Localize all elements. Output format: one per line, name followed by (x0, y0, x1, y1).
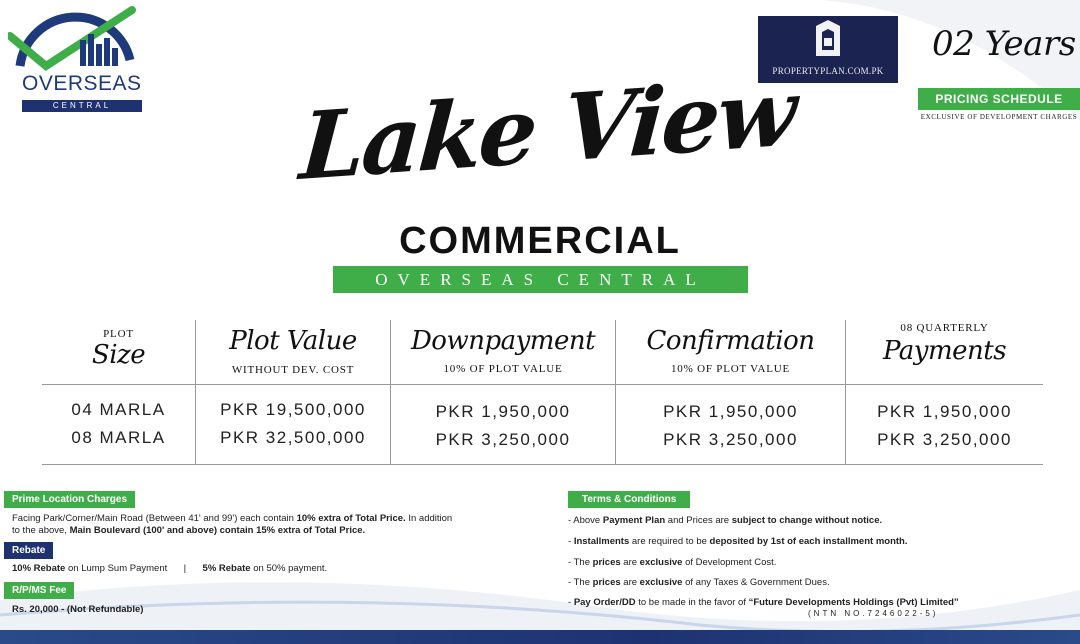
prime-line-1b: 10% extra of Total Price. (296, 513, 406, 524)
table-cell: 04 MARLA (71, 400, 166, 419)
header-script: Payments (882, 336, 1007, 366)
logo-mark-icon (8, 4, 138, 74)
header-script: Plot Value (229, 326, 357, 356)
terms-text: to be made in the favor of (635, 597, 749, 608)
header-script: Size (91, 340, 146, 370)
terms-bold: exclusive (639, 557, 683, 568)
terms-text: are (620, 557, 640, 568)
fee-value: Rs. 20,000 - (Not Refundable) (12, 604, 144, 615)
terms-item (568, 536, 907, 547)
bottom-bar (0, 630, 1080, 644)
pricing-schedule-block (918, 24, 1080, 124)
table-cell: PKR 3,250,000 (877, 430, 1012, 449)
rebate-separator: | (183, 563, 187, 574)
table-cell: PKR 3,250,000 (663, 430, 798, 449)
terms-bold: Installments (573, 536, 630, 547)
prime-line-1a: Facing Park/Corner/Main Road (Between 41' and 99') each contain (12, 513, 297, 524)
header-top: 08 QUARTERLY (900, 322, 989, 334)
title-script: Lake View (296, 57, 798, 202)
terms-text: are required to be (629, 536, 710, 547)
header-script: Downpayment (410, 326, 596, 356)
terms-bold: Pay Order/DD (573, 597, 636, 608)
header-bottom: WITHOUT DEV. COST (231, 364, 355, 376)
terms-text: - (568, 536, 574, 547)
title-band: OVERSEAS CENTRAL (333, 266, 748, 293)
terms-text: and Prices are (665, 515, 732, 526)
terms-bold: exclusive (639, 577, 683, 588)
header-bottom: 10% OF PLOT VALUE (443, 363, 563, 375)
header-top: PLOT (103, 328, 134, 340)
column-quarterly-payments (846, 320, 1043, 465)
prime-line-2 (12, 525, 365, 537)
terms-text: - Above (568, 515, 603, 526)
header-bottom: 10% OF PLOT VALUE (670, 363, 791, 375)
prime-line-1 (12, 513, 452, 525)
terms-bold: Payment Plan (602, 515, 666, 526)
table-cell: PKR 3,250,000 (435, 430, 571, 449)
table-cell: PKR 1,950,000 (663, 402, 798, 421)
logo-sub: CENTRAL (22, 100, 142, 112)
table-cell: PKR 1,950,000 (877, 402, 1012, 421)
terms-bold: deposited by 1st of each installment month. (709, 536, 908, 547)
fee-tag: R/P/MS Fee (4, 582, 74, 599)
years-label: 02 Years (932, 24, 1076, 64)
terms-text: - The (568, 577, 593, 588)
exclusive-note: EXCLUSIVE OF DEVELOPMENT CHARGES (920, 113, 1078, 121)
rebate-b-bold: 5% Rebate (202, 563, 251, 574)
pricing-table (42, 320, 1043, 465)
logo-brand: OVERSEAS (22, 72, 142, 95)
header-script: Confirmation (646, 326, 815, 356)
terms-item (568, 515, 882, 526)
table-cell: PKR 19,500,000 (220, 400, 366, 419)
column-downpayment (391, 320, 615, 465)
table-cell: PKR 1,950,000 (435, 402, 571, 421)
terms-item (568, 597, 959, 608)
table-cell: PKR 32,500,000 (220, 428, 366, 447)
terms-text: of Development Cost. (682, 557, 777, 568)
terms-item (568, 557, 776, 568)
column-confirmation (616, 320, 845, 465)
table-cell: 08 MARLA (71, 428, 166, 447)
title-block (296, 55, 798, 205)
terms-tag: Terms & Conditions (568, 491, 690, 508)
prime-line-2a: to the above, (12, 525, 70, 536)
terms-text: are (620, 577, 640, 588)
rebate-a-rest: on Lump Sum Payment (65, 563, 168, 574)
terms-bold: prices (592, 557, 621, 568)
rebate-a-bold: 10% Rebate (12, 563, 66, 574)
overseas-central-logo (8, 4, 142, 112)
terms-text: - (568, 597, 574, 608)
terms-bold: subject to change without notice. (731, 515, 883, 526)
rebate-tag: Rebate (4, 542, 53, 559)
column-plot-value (196, 320, 390, 465)
title-main: COMMERCIAL (399, 220, 681, 262)
prime-line-2b: Main Boulevard (100' and above) contain 15% extra of Total Price. (69, 525, 366, 536)
pricing-schedule-label: PRICING SCHEDULE (918, 88, 1080, 110)
terms-text: of any Taxes & Government Dues. (682, 577, 830, 588)
terms-item (568, 577, 830, 588)
propertyplan-name: PROPERTYPLAN.COM.PK (772, 66, 884, 76)
column-plot-size (42, 320, 195, 465)
prime-line-1c: In addition (405, 513, 453, 524)
terms-bold: “Future Developments Holdings (Pvt) Limited” (748, 597, 959, 608)
terms-bold: prices (592, 577, 621, 588)
terms-text: - The (568, 557, 593, 568)
rebate-line (12, 563, 327, 575)
ntn-number: (NTN NO.7246022-5) (808, 609, 939, 618)
rebate-b-rest: on 50% payment. (250, 563, 328, 574)
prime-location-tag: Prime Location Charges (4, 491, 135, 508)
